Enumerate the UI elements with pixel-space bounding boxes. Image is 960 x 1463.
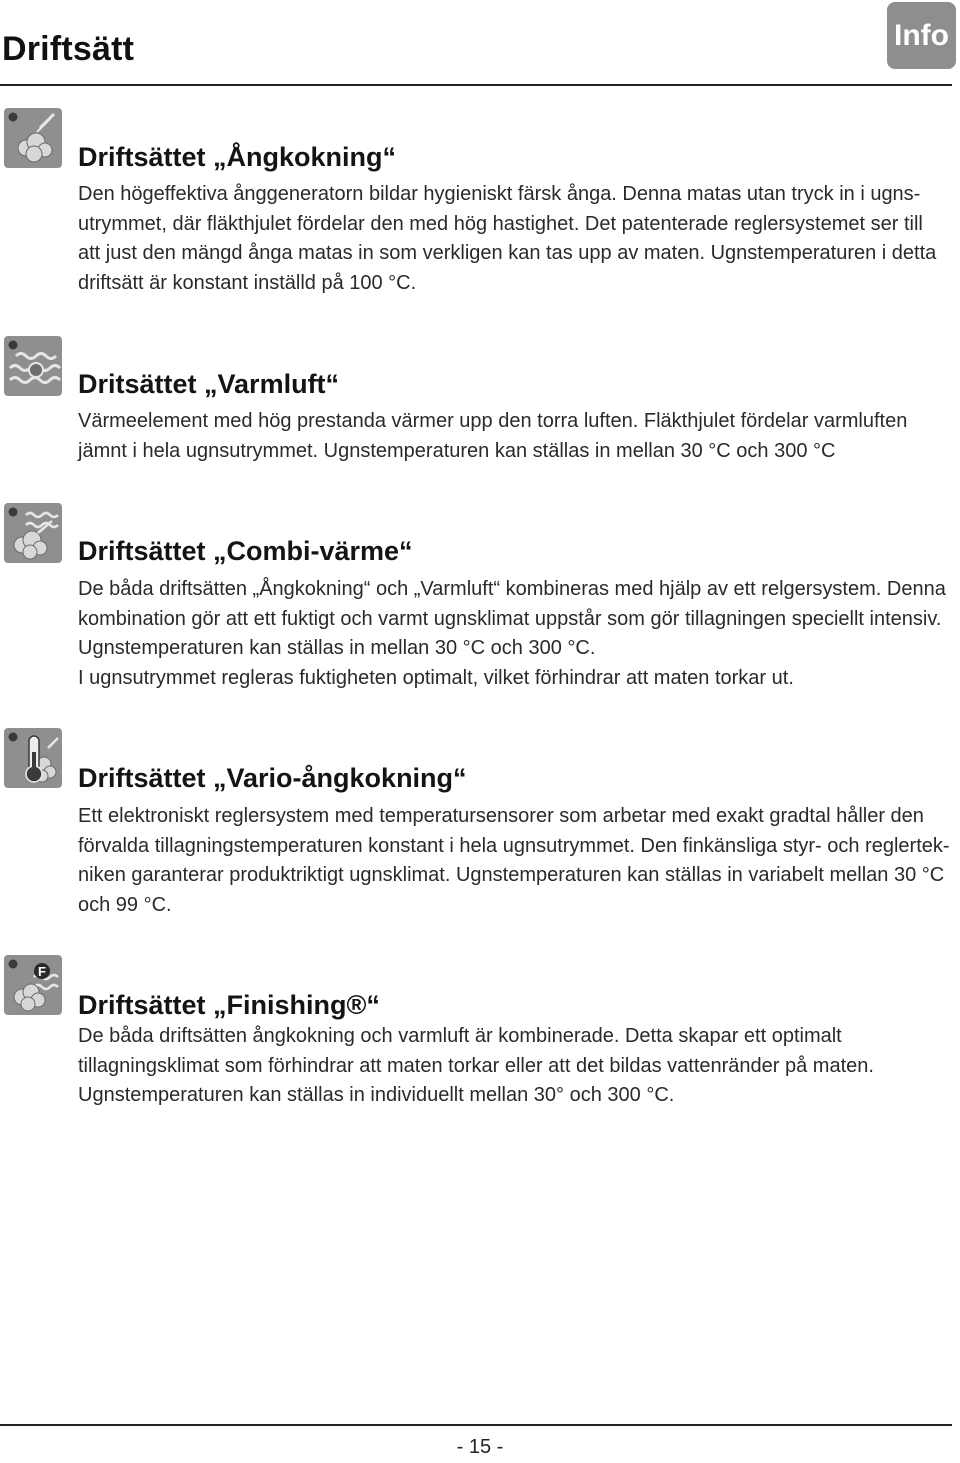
section-paragraph: De båda driftsätten „Ångkokning“ och „Varmluft“ kombineras med hjälp av ett relgersystem. Denna kombination gör att ett fuktigt och varmt ugnsklimat uppstår som gör tillagningen speciellt intensiv. Ugnstemperaturen kan ställas in mellan 30 °C och 300 °C.: [78, 578, 946, 659]
section-body: [78, 407, 950, 466]
section-paragraph: I ugnsutrymmet regleras fuktigheten optimalt, vilket förhindrar att maten torkar ut.: [78, 666, 794, 689]
title-divider: [0, 84, 952, 86]
info-tab[interactable]: Info: [887, 2, 956, 69]
section-body: [78, 575, 950, 693]
section-heading: Driftsättet „Ångkokning“: [78, 142, 397, 172]
section-body: [78, 180, 938, 298]
page-title: Driftsätt: [2, 30, 135, 68]
section-paragraph: Ett elektroniskt reglersystem med temperatursensorer som arbetar med exakt gradtal håller den förvalda tillagningstemperaturen konstant i hela ugnsutrymmet. Den finkänsliga styr- och reglertek-niken garanterar produktriktigt ugnsklimat. Ugnstemperaturen kan ställas in variabelt mellan 30 °C och 99 °C.: [78, 805, 950, 916]
section-paragraph: Värmeelement med hög prestanda värmer upp den torra luften. Fläkthjulet fördelar varmluften jämnt i hela ugnsutrymmet. Ugnstemperaturen kan ställas in mellan 30 °C och 300 °C: [78, 410, 908, 462]
section-body: [78, 802, 950, 920]
section-heading: Driftsättet „Vario-ångkokning“: [78, 763, 467, 793]
section-heading: Dritsättet „Varmluft“: [78, 369, 340, 399]
combi-heat-icon: [4, 503, 62, 563]
section-body: [78, 1022, 950, 1111]
page-number: - 15 -: [456, 1436, 504, 1458]
thermometer-steam-icon: [4, 728, 62, 788]
section-paragraph: De båda driftsätten ångkokning och varmluft är kombinerade. Detta skapar ett optimalt tillagningsklimat som förhindrar att maten torkar eller att det bildas vattenränder på maten. Ugnstemperaturen kan ställas in individuellt mellan 30° och 300 °C.: [78, 1025, 874, 1106]
footer-divider: [0, 1424, 952, 1426]
section-heading: Driftsättet „Finishing®“: [78, 990, 380, 1020]
steam-icon: [4, 108, 62, 168]
section-paragraph: Den högeffektiva ånggeneratorn bildar hygieniskt färsk ånga. Denna matas utan tryck in i ugns-utrymmet, där fläkthjulet fördelar den med hög hastighet. Det patenterade reglersystemet ser till att just den mängd ånga matas in som verkligen kan tas upp av maten. Ugnstemperaturen i detta driftsätt är konstant inställd på 100 °C.: [78, 183, 937, 294]
hot-air-icon: [4, 336, 62, 396]
finishing-icon-letter: F: [38, 964, 46, 979]
section-heading: Driftsättet „Combi-värme“: [78, 536, 413, 566]
finishing-icon: [4, 955, 62, 1015]
